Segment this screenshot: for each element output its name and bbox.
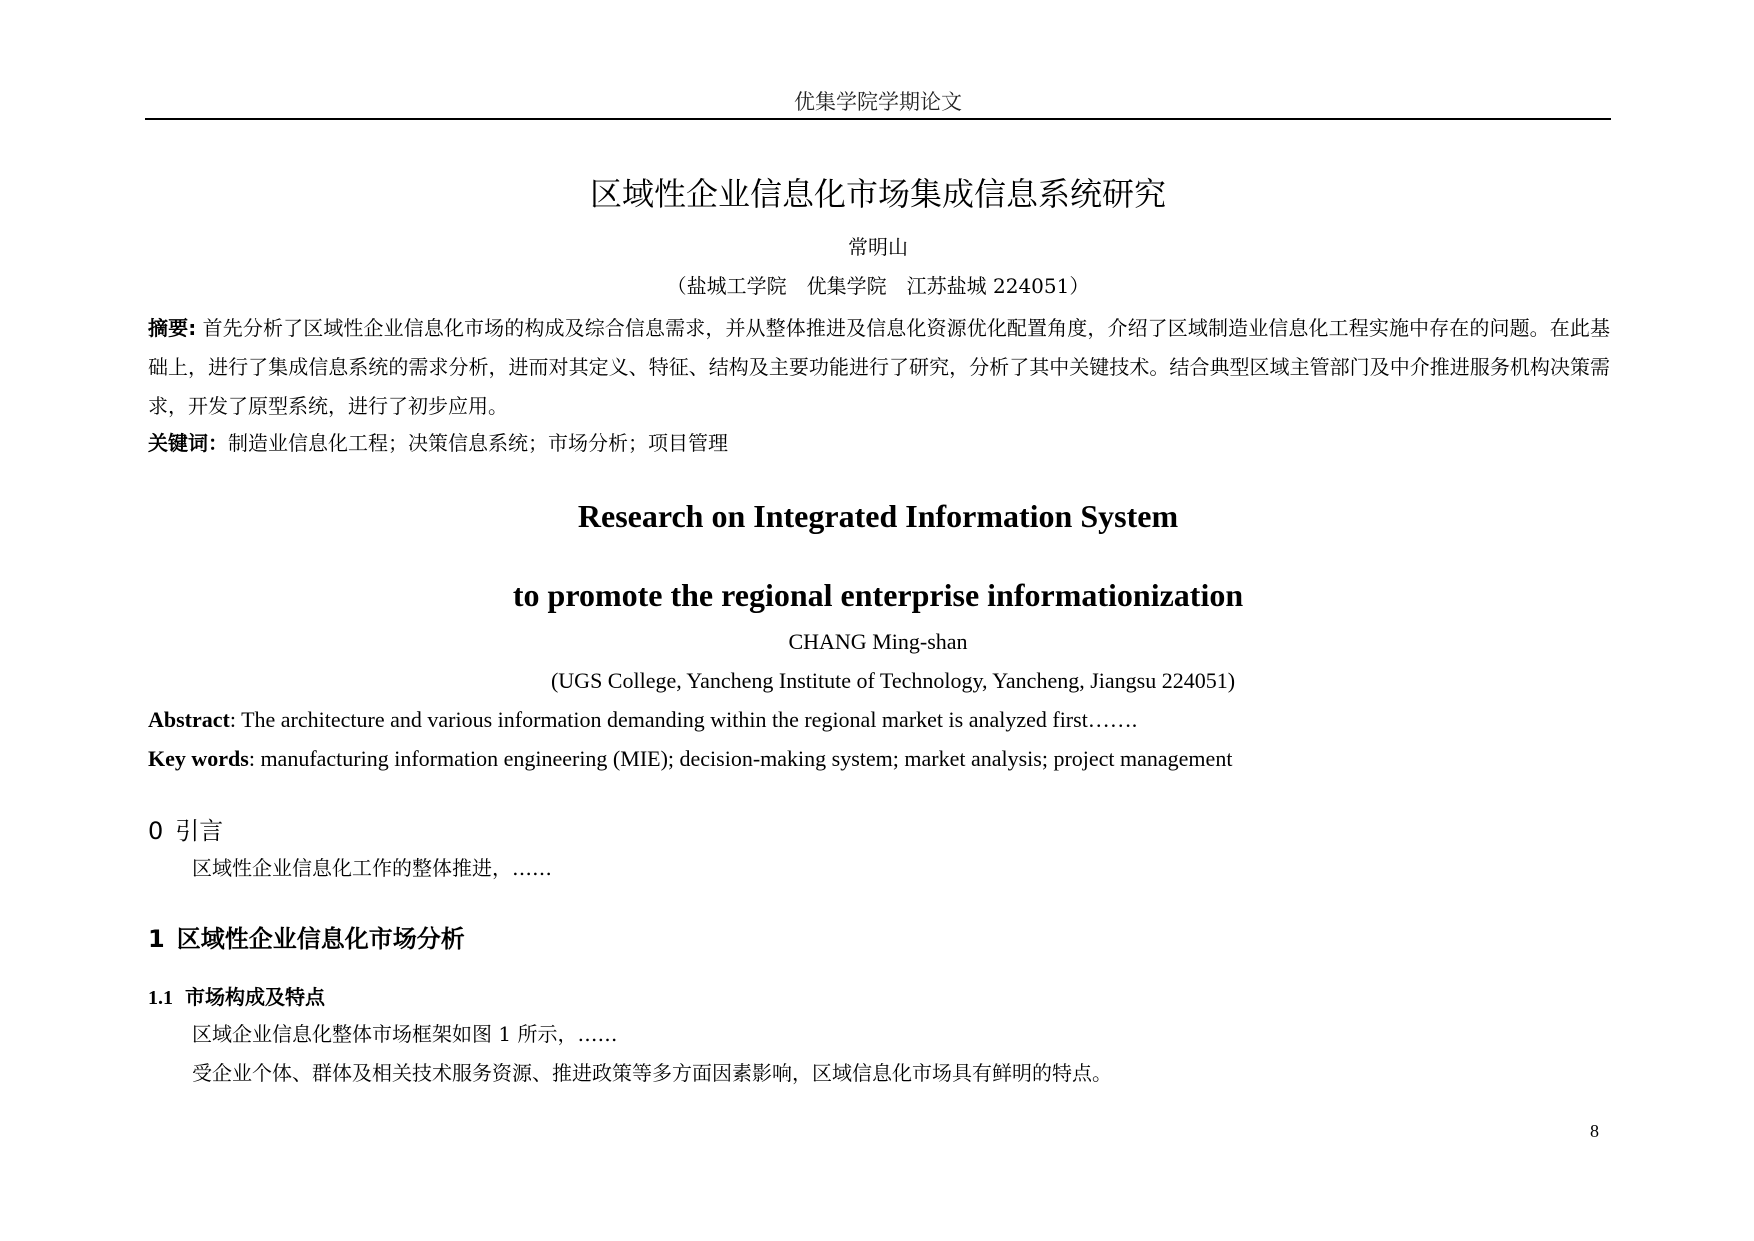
chinese-author: 常明山 bbox=[848, 235, 908, 259]
section-title: 引言 bbox=[175, 817, 224, 845]
paragraph: 区域企业信息化整体市场框架如图 1 所示，…… bbox=[192, 1022, 618, 1046]
english-author: CHANG Ming-shan bbox=[788, 629, 968, 654]
paragraph: 受企业个体、群体及相关技术服务资源、推进政策等多方面因素影响，区域信息化市场具有鲜明的特点。 bbox=[192, 1061, 1112, 1085]
section-heading-introduction bbox=[148, 814, 223, 848]
chinese-title: 区域性企业信息化市场集成信息系统研究 bbox=[589, 175, 1166, 213]
paragraph: 区域性企业信息化工作的整体推进，…… bbox=[192, 856, 552, 880]
chinese-abstract-text: 首先分析了区域性企业信息化市场的构成及综合信息需求，并从整体推进及信息化资源优化配置角度，介绍了区域制造业信息化工程实施中存在的问题。在此基础上，进行了集成信息系统的需求分析，进而对其定义、特征、结构及主要功能进行了研究，分析了其中关键技术。结合典型区域主管部门及中介推进服务机构决策需求，开发了原型系统，进行了初步应用。 bbox=[148, 316, 1611, 418]
english-keywords bbox=[148, 744, 1610, 774]
english-abstract-text: : The architecture and various information demanding within the regional market is analyzed first……. bbox=[229, 707, 1138, 732]
chinese-abstract-label: 摘要: bbox=[148, 316, 197, 340]
chinese-abstract bbox=[148, 309, 1610, 426]
english-keywords-text: : manufacturing information engineering (MIE); decision-making system; market analysis; project management bbox=[248, 746, 1233, 771]
english-abstract bbox=[148, 705, 1610, 735]
section-heading-market-analysis bbox=[148, 922, 465, 956]
english-keywords-label: Key words bbox=[148, 746, 249, 771]
section-number: 1 bbox=[148, 925, 165, 953]
header-rule bbox=[145, 118, 1611, 120]
section-title: 区域性企业信息化市场分析 bbox=[176, 925, 465, 953]
chinese-affiliation: （盐城工学院 优集学院 江苏盐城 224051） bbox=[666, 274, 1090, 298]
subsection-number: 1.1 bbox=[148, 987, 173, 1009]
section-number: 0 bbox=[148, 817, 164, 845]
english-title-line2: to promote the regional enterprise informationization bbox=[512, 577, 1244, 613]
english-abstract-label: Abstract bbox=[148, 707, 230, 732]
english-title-line1: Research on Integrated Information System bbox=[577, 498, 1179, 534]
subsection-title: 市场构成及特点 bbox=[185, 985, 325, 1009]
subsection-heading bbox=[148, 983, 325, 1012]
page-number: 8 bbox=[1590, 1121, 1599, 1141]
chinese-keywords-label: 关键词： bbox=[148, 431, 228, 455]
chinese-keywords bbox=[148, 427, 1610, 459]
english-affiliation: (UGS College, Yancheng Institute of Technology, Yancheng, Jiangsu 224051) bbox=[550, 668, 1236, 693]
chinese-keywords-text: 制造业信息化工程；决策信息系统；市场分析；项目管理 bbox=[228, 431, 728, 455]
running-header: 优集学院学期论文 bbox=[794, 90, 962, 114]
